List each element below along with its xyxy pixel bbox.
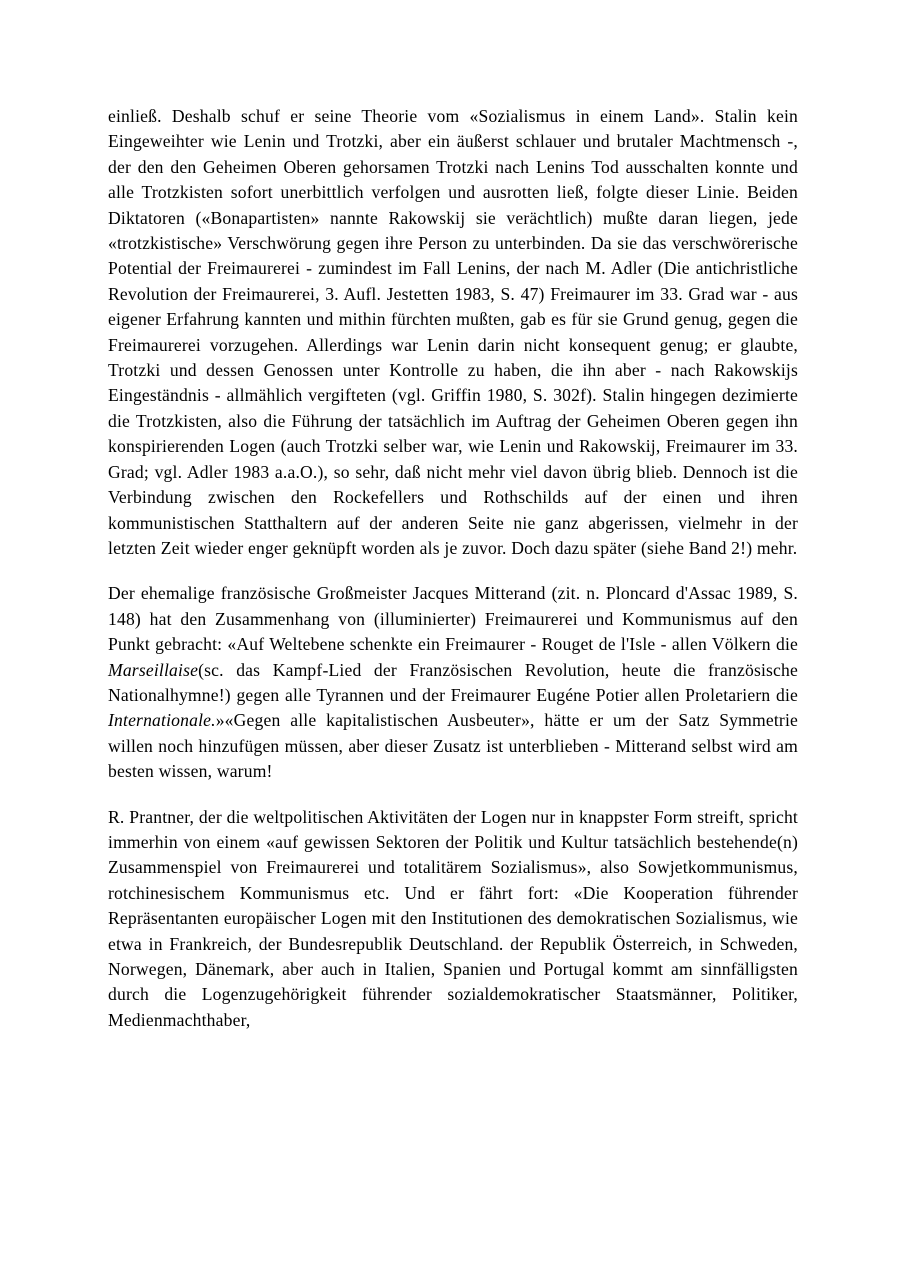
paragraph: Der ehemalige französische Großmeister Jacques Mitterand (zit. n. Ploncard d'Assac 1989, S. 148) hat den Zusammenhang von (illuminierter) Freimaurerei und Kommunismus auf den Punkt gebracht: «Auf Weltebene schenkte ein Freimaurer - Rouget de l'Isle - allen Völkern die Marseillaise(sc. das Kampf-Lied der Französischen Revolution, heute die französische Nationalhymne!) gegen alle Tyrannen und der Freimaurer Eugéne Potier allen Proletariern die Internationale.»«Gegen alle kapitalistischen Ausbeuter», hätte er um der Satz Symmetrie willen noch hinzufügen müssen, aber dieser Zusatz ist unterblieben - Mitterand selbst wird am besten wissen, warum!	[108, 583, 798, 782]
italic-title: Marseillaise	[108, 659, 199, 680]
paragraph: R. Prantner, der die weltpolitischen Aktivitäten der Logen nur in knappster Form streift, spricht immerhin von einem «auf gewissen Sektoren der Politik und Kultur tatsächlich bestehende(n) Zusammenspiel von Freimaurerei und totalitärem Sozialismus», also Sowjetkommunismus, rotchinesischem Kommunismus etc. Und er fährt fort: «Die Kooperation führender Repräsentanten europäischer Logen mit den Institutionen des demokratischen Sozialismus, wie etwa in Frankreich, der Bundesrepublik Deutschland. der Republik Österreich, in Schweden, Norwegen, Dänemark, aber auch in Italien, Spanien und Portugal kommt am sinnfälligsten durch die Logenzugehörigkeit führender sozialdemokratischer Staatsmänner, Politiker, Medienmachthaber,	[108, 806, 798, 1030]
paragraph: einließ. Deshalb schuf er seine Theorie vom «Sozialismus in einem Land». Stalin kein Eingeweihter wie Lenin und Trotzki, aber ein äußerst schlauer und brutaler Machtmensch -, der den den Geheimen Oberen gehorsamen Trotzki nach Lenins Tod ausschalten konnte und alle Trotzkisten sofort unerbittlich verfolgen und ausrotten ließ, folgte dieser Linie. Beiden Diktatoren («Bonapartisten» nannte Rakowskij sie verächtlich) mußte daran liegen, jede «trotzkistische» Verschwörung gegen ihre Person zu unterbinden. Da sie das verschwörerische Potential der Freimaurerei - zumindest im Fall Lenins, der nach M. Adler (Die antichristliche Revolution der Freimaurerei, 3. Aufl. Jestetten 1983, S. 47) Freimaurer im 33. Grad war - aus eigener Erfahrung kannten und mithin fürchten mußten, gab es für sie Grund genug, gegen die Freimaurerei vorzugehen. Allerdings war Lenin darin nicht konsequent genug; er glaubte, Trotzki und dessen Genossen unter Kontrolle zu haben, die ihn aber - nach Rakowskijs Eingeständnis - allmählich vergifteten (vgl. Griffin 1980, S. 302f). Stalin hingegen dezimierte die Trotzkisten, also die Führung der tatsächlich im Auftrag der Geheimen Oberen gegen ihn konspirierenden Logen (auch Trotzki selber war, wie Lenin und Rakowskij, Freimaurer im 33. Grad; vgl. Adler 1983 a.a.O.), so sehr, daß nicht mehr viel davon übrig blieb. Dennoch ist die Verbindung zwischen den Rockefellers und Rothschilds auf der einen und ihren kommunistischen Statthaltern auf der anderen Seite nie ganz abgerissen, vielmehr in der letzten Zeit wieder enger geknüpft worden als je zuvor. Doch dazu später (siehe Band 2!) mehr.	[108, 106, 798, 558]
italic-title: Internationale.	[108, 710, 216, 731]
body-text-column	[108, 104, 798, 1033]
